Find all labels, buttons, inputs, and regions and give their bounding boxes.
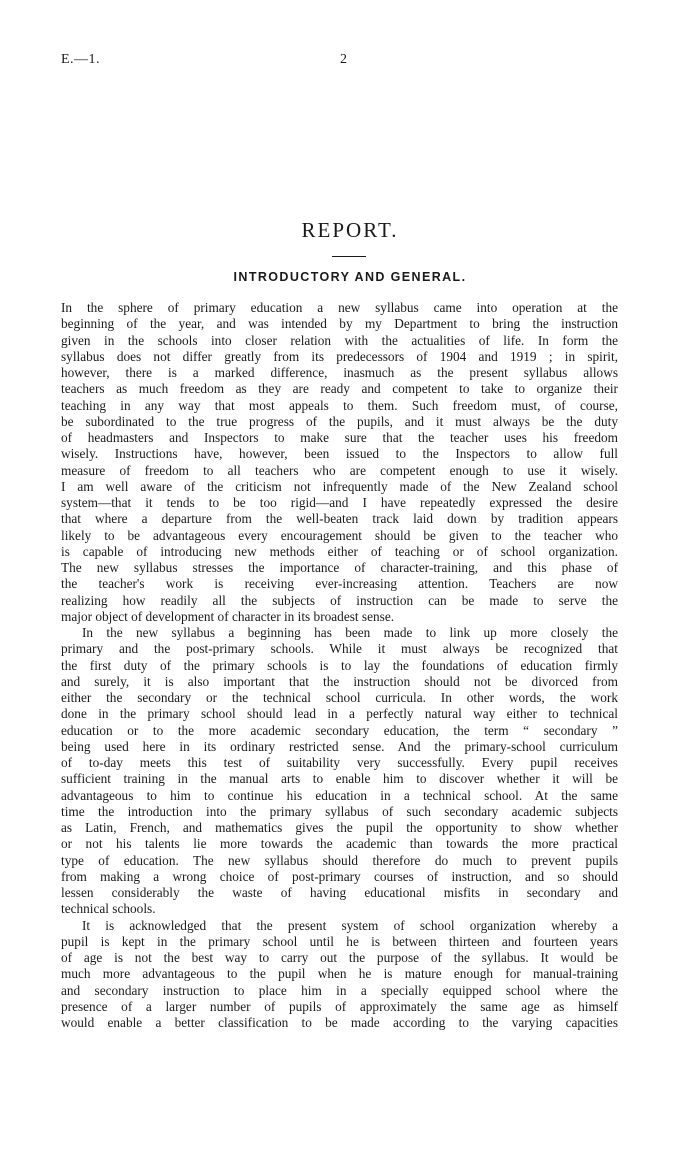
text-line: that where a departure from the well-beaten track laid down by tradition appears xyxy=(61,511,618,527)
report-title: REPORT. xyxy=(301,218,399,242)
text-line: is capable of introducing new methods either of teaching or of school organization. xyxy=(61,543,618,559)
report-body xyxy=(61,300,618,1031)
text-line: advantageous to him to continue his education in a technical school. At the same xyxy=(61,787,618,803)
text-line: wisely. Instructions have, however, been issued to the Inspectors to allow full xyxy=(61,446,618,462)
text-line: pupil is kept in the primary school until he is between thirteen and fourteen years xyxy=(61,933,618,949)
text-line: time the introduction into the primary syllabus of such secondary academic subjects xyxy=(61,803,618,819)
text-line: major object of development of character in its broadest sense. xyxy=(61,608,395,624)
text-line: would enable a better classification to be made according to the varying capacities xyxy=(61,1015,618,1030)
text-line: beginning of the year, and was intended by my Department to bring the instruction xyxy=(61,316,618,332)
text-line: much more advantageous to the pupil when he is mature enough for manual-training xyxy=(61,966,618,982)
text-line: teaching in any way that most appeals to them. Such freedom must, of course, xyxy=(61,397,618,413)
text-line: done in the primary school should lead in a perfectly natural way either to technical xyxy=(61,706,618,722)
text-line: from making a wrong choice of post-primary courses of instruction, and so should xyxy=(61,868,618,884)
text-line: The new syllabus stresses the importance of character-training, and this phase of xyxy=(61,560,618,575)
body-paragraph xyxy=(61,300,618,625)
text-line: likely to be advantageous every encouragement should be given to the teacher who xyxy=(61,527,618,543)
text-line: In the new syllabus a beginning has been made to link up more closely the xyxy=(82,625,618,640)
text-line: being used here in its ordinary restricted sense. And the primary-school curriculum xyxy=(61,738,618,754)
text-line: system—that it tends to be too rigid—and I have repeatedly expressed the desire xyxy=(61,495,618,510)
body-paragraph xyxy=(61,625,618,918)
text-line: however, there is a marked difference, inasmuch as the present syllabus allows xyxy=(61,365,618,380)
text-line: given in the schools into closer relation with the actualities of life. In form the xyxy=(61,332,618,348)
text-line: It is acknowledged that the present system of school organization whereby a xyxy=(82,917,618,933)
page-number: 2 xyxy=(340,52,347,67)
text-line: technical schools. xyxy=(61,901,156,917)
section-heading: INTRODUCTORY AND GENERAL. xyxy=(233,270,467,284)
document-reference: E.—1. xyxy=(61,52,101,67)
text-line: I am well aware of the criticism not infrequently made of the New Zealand school xyxy=(61,478,618,494)
text-line: of age is not the best way to carry out the purpose of the syllabus. It would be xyxy=(61,950,618,965)
text-line: lessen considerably the waste of having educational misfits in secondary and xyxy=(61,885,618,900)
text-line: and surely, it is also important that the instruction should not be divorced from xyxy=(61,673,618,689)
text-line: measure of freedom to all teachers who are competent enough to use it wisely. xyxy=(61,462,618,478)
text-line: sufficient training in the manual arts to enable him to discover whether it will be xyxy=(61,771,618,787)
text-line: presence of a larger number of pupils of approximately the same age as himself xyxy=(61,998,618,1014)
text-line: syllabus does not differ greatly from its predecessors of 1904 and 1919 ; in spirit, xyxy=(61,348,618,364)
body-paragraph xyxy=(61,918,618,1032)
text-line: of to-day meets this test of suitability very successfully. Every pupil receives xyxy=(61,755,618,770)
text-line: of headmasters and Inspectors to make sure that the teacher uses his freedom xyxy=(61,430,618,445)
text-line: education or to the more academic secondary education, the term “ secondary ” xyxy=(61,722,618,738)
text-line: realizing how readily all the subjects of instruction can be made to serve the xyxy=(61,592,618,608)
text-line: type of education. The new syllabus should therefore do much to prevent pupils xyxy=(61,852,618,868)
text-line: primary and the post-primary schools. While it must always be recognized that xyxy=(61,641,618,657)
text-line: the teacher's work is receiving ever-increasing attention. Teachers are now xyxy=(61,576,618,592)
text-line: either the secondary or the technical school curricula. In other words, the work xyxy=(61,690,618,705)
text-line: or not his talents lie more towards the academic than towards the more practical xyxy=(61,836,618,852)
text-line: In the sphere of primary education a new syllabus came into operation at the xyxy=(61,300,618,315)
text-line: as Latin, French, and mathematics gives the pupil the opportunity to show whether xyxy=(61,820,618,835)
text-line: teachers as much freedom as they are ready and competent to take to organize their xyxy=(61,381,618,397)
title-rule xyxy=(332,256,366,257)
text-line: the first duty of the primary schools is to lay the foundations of education firmly xyxy=(61,657,618,673)
text-line: be subordinated to the true progress of the pupils, and it must always be the duty xyxy=(61,413,618,429)
text-line: and secondary instruction to place him in a specially equipped school where the xyxy=(61,982,618,998)
